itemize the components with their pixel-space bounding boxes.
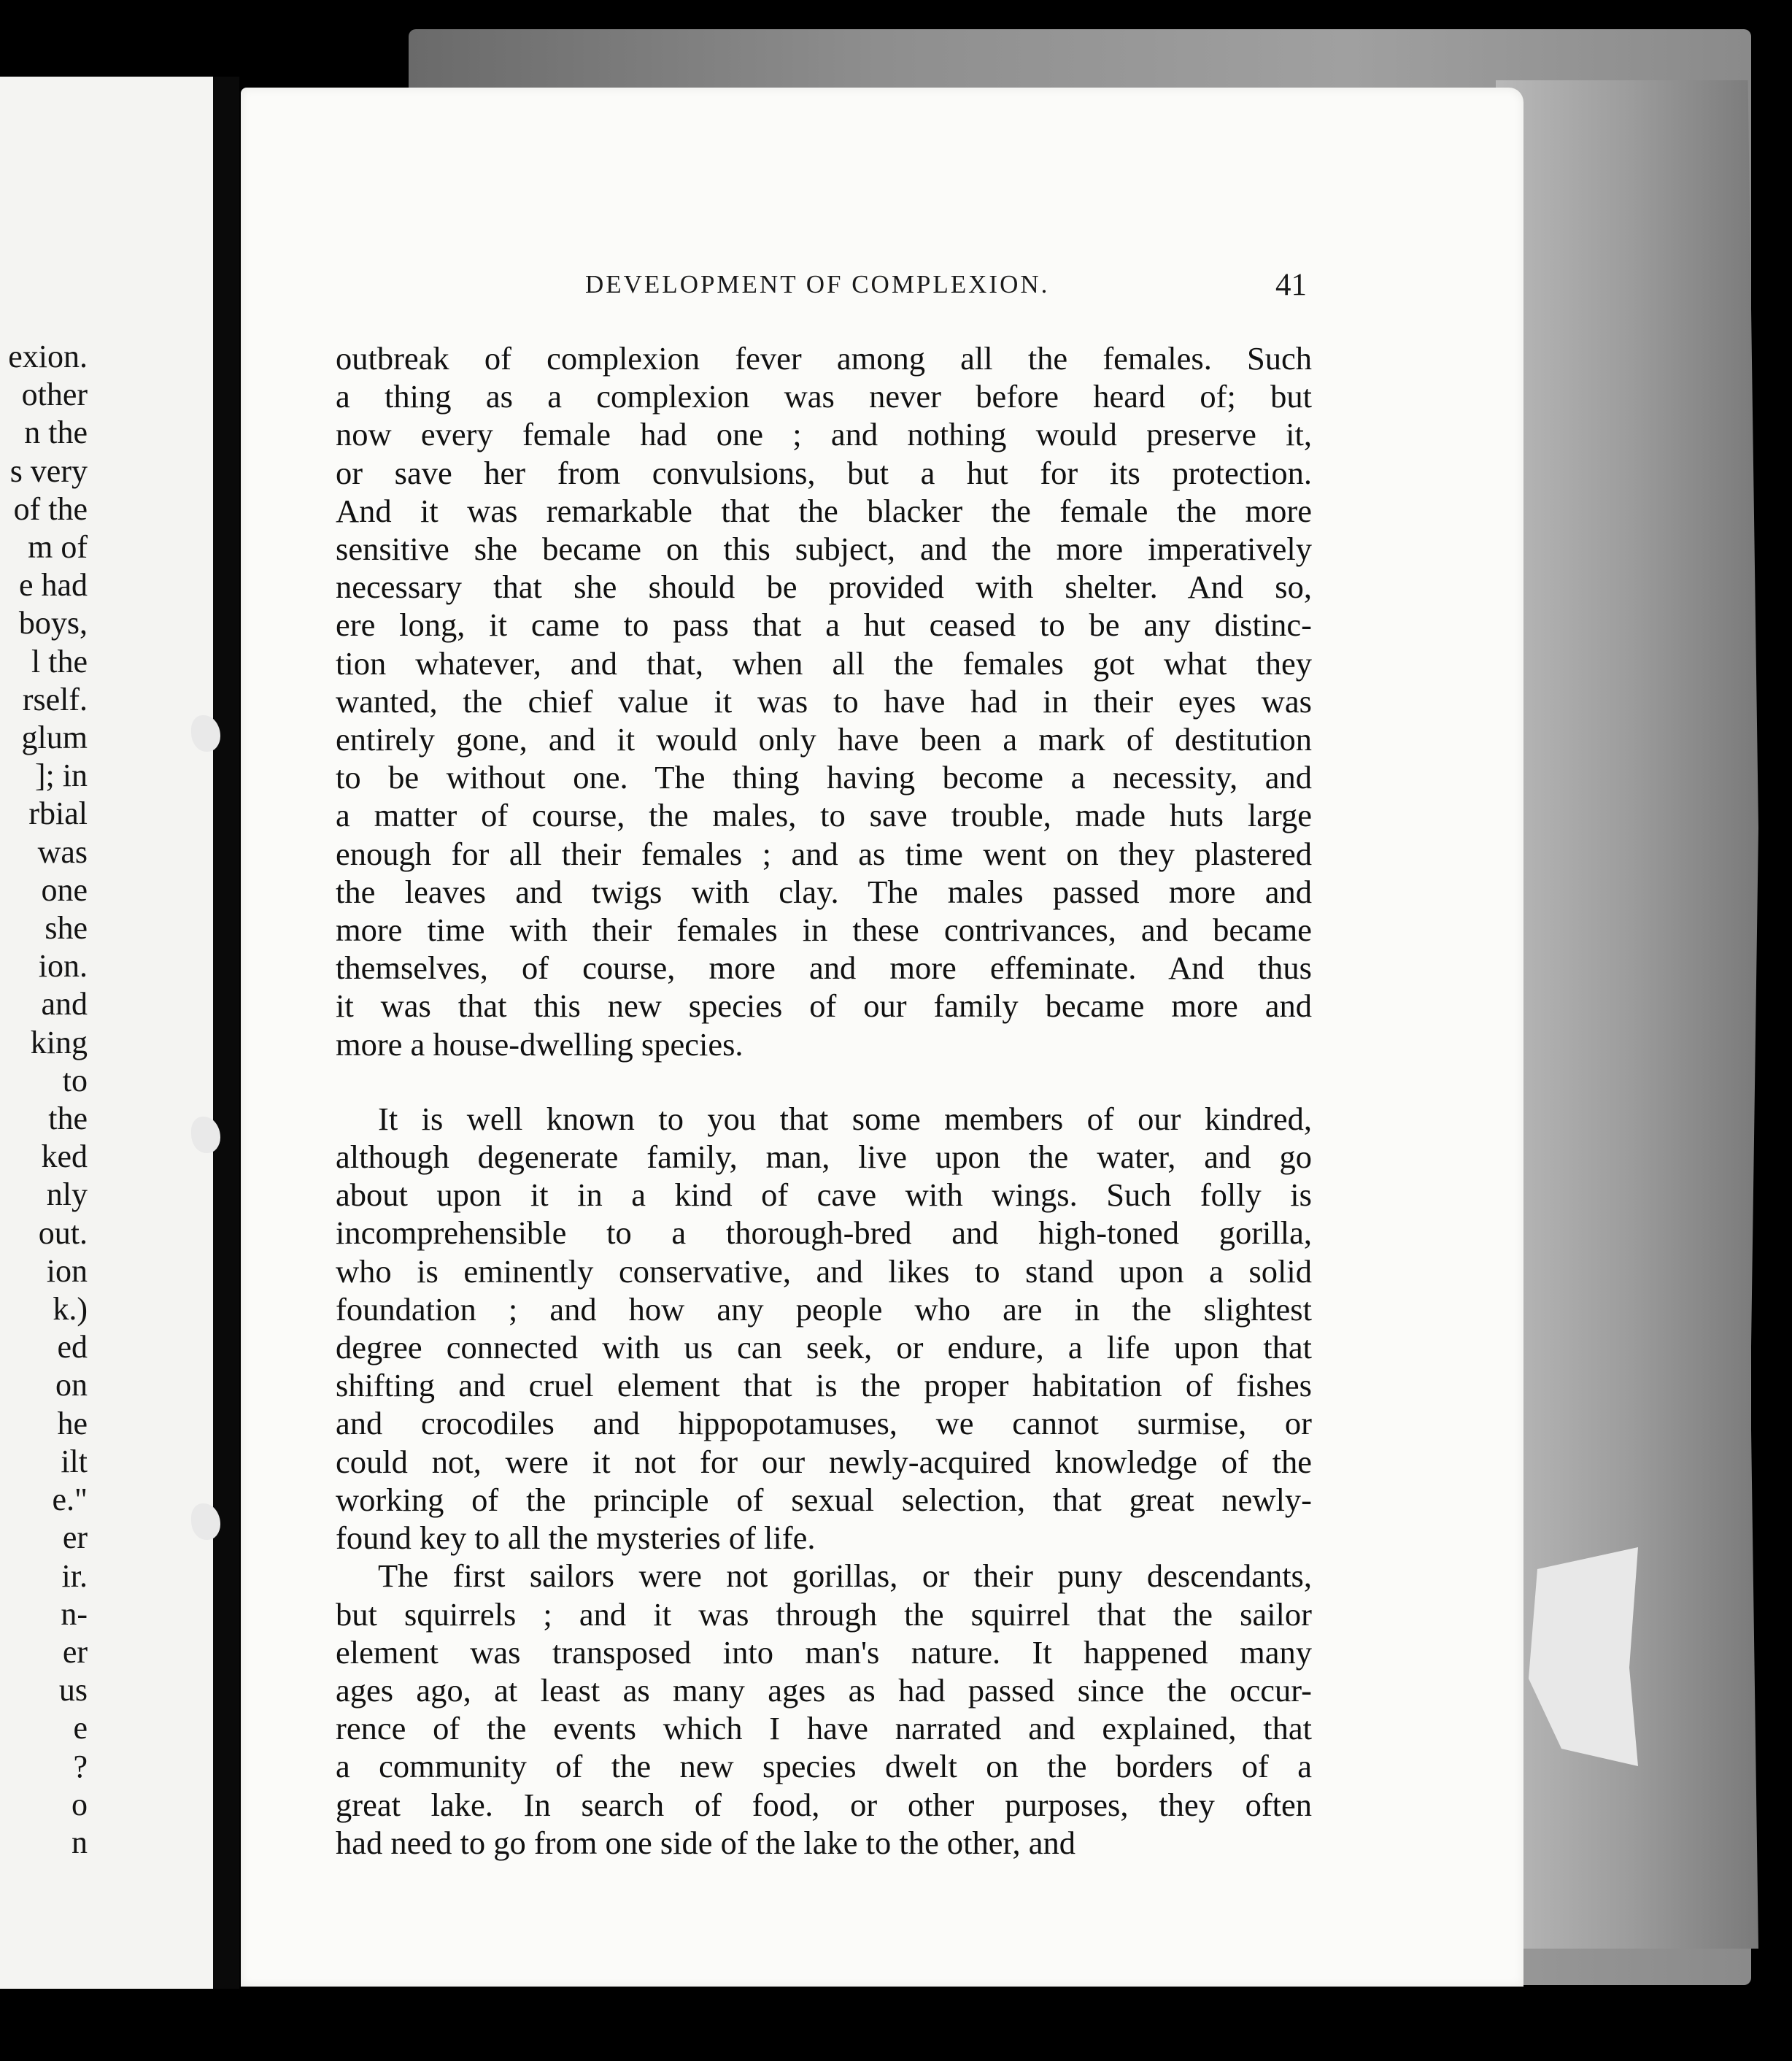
text-line: about upon it in a kind of cave with wings. Such folly is bbox=[336, 1176, 1312, 1214]
paragraph bbox=[336, 1557, 1312, 1862]
text-line: rence of the events which I have narrated and explained, that bbox=[336, 1710, 1312, 1747]
facing-page-fragment: l the bbox=[31, 643, 88, 679]
text-line: although degenerate family, man, live upon the water, and go bbox=[336, 1139, 1312, 1176]
text-line: working of the principle of sexual selection, that great newly- bbox=[336, 1481, 1312, 1518]
facing-page-fragment: n bbox=[72, 1824, 88, 1860]
text-line: a matter of course, the males, to save trouble, made huts large bbox=[336, 797, 1312, 834]
text-line: more time with their females in these contrivances, and became bbox=[336, 912, 1312, 949]
paragraph bbox=[336, 339, 1312, 1063]
facing-page-text-fragments bbox=[8, 338, 88, 1862]
facing-page-fragment: e bbox=[73, 1710, 88, 1746]
text-line: to be without one. The thing having become a necessity, and bbox=[336, 759, 1312, 796]
facing-page-fragment: to bbox=[62, 1062, 88, 1098]
text-line: entirely gone, and it would only have been a mark of destitution bbox=[336, 721, 1312, 758]
facing-page-fragment: k.) bbox=[53, 1291, 88, 1328]
text-line: had need to go from one side of the lake to the other, and bbox=[336, 1824, 1075, 1861]
facing-page-fragment: er bbox=[62, 1519, 88, 1556]
text-line: degree connected with us can seek, or endure, a life upon that bbox=[336, 1329, 1312, 1366]
text-line: themselves, of course, more and more effeminate. And thus bbox=[336, 949, 1312, 987]
page-number: 41 bbox=[1275, 268, 1307, 302]
paragraph-gap bbox=[336, 1063, 1312, 1100]
facing-page-fragment: ir. bbox=[61, 1557, 88, 1594]
facing-page-fragment: exion. bbox=[8, 339, 88, 374]
facing-page-fragment: ]; in bbox=[34, 758, 88, 794]
text-line: incomprehensible to a thorough-bred and high-toned gorilla, bbox=[336, 1214, 1312, 1252]
facing-page-fragment: ilt bbox=[61, 1443, 88, 1479]
facing-page-fragment: o bbox=[72, 1786, 88, 1822]
facing-page-fragment: king bbox=[30, 1024, 88, 1060]
text-line: sensitive she became on this subject, and the more imperatively bbox=[336, 531, 1312, 568]
text-line: the leaves and twigs with clay. The males passed more and bbox=[336, 873, 1312, 910]
text-line: element was transposed into man's nature. It happened many bbox=[336, 1633, 1312, 1671]
facing-page-fragment: rself. bbox=[22, 681, 88, 717]
facing-page-fragment: m of bbox=[28, 529, 88, 566]
text-line: shifting and cruel element that is the proper habitation of fishes bbox=[336, 1367, 1312, 1404]
text-line: tion whatever, and that, when all the females got what they bbox=[336, 644, 1312, 682]
text-line: or save her from convulsions, but a hut for its protection. bbox=[336, 454, 1312, 491]
text-line: necessary that she should be provided with shelter. And so, bbox=[336, 569, 1312, 606]
facing-page-fragment: e had bbox=[18, 567, 88, 604]
facing-page-fragment: one bbox=[41, 871, 88, 908]
facing-page-fragment: er bbox=[62, 1633, 88, 1670]
facing-page-fragment: s very bbox=[9, 452, 88, 489]
facing-page-fragment: out. bbox=[38, 1214, 88, 1251]
text-line: found key to all the mysteries of life. bbox=[336, 1519, 816, 1557]
facing-page-fragment: other bbox=[21, 377, 88, 413]
text-line: more a house-dwelling species. bbox=[336, 1025, 744, 1063]
facing-page-fragment: n- bbox=[61, 1595, 88, 1632]
facing-page-fragment: boys, bbox=[18, 605, 88, 642]
facing-page-fragment: ion. bbox=[38, 948, 88, 985]
facing-page-fragment: was bbox=[37, 833, 88, 870]
facing-page-fragment: ? bbox=[73, 1748, 88, 1784]
facing-page-fragment: of the bbox=[13, 490, 88, 527]
text-line: it was that this new species of our family became more and bbox=[336, 987, 1312, 1025]
text-line: The first sailors were not gorillas, or their puny descendants, bbox=[378, 1557, 1312, 1595]
book-gutter bbox=[213, 77, 239, 1989]
text-line: a thing as a complexion was never before heard of; but bbox=[336, 378, 1312, 415]
facing-page-fragment: ed bbox=[57, 1329, 88, 1365]
text-line: foundation ; and how any people who are in the slightest bbox=[336, 1290, 1312, 1328]
text-line: ere long, it came to pass that a hut ceased to be any distinc- bbox=[336, 606, 1312, 644]
facing-page-fragment: nly bbox=[46, 1176, 88, 1213]
running-head: DEVELOPMENT OF COMPLEXION. bbox=[585, 270, 1050, 298]
text-line: ages ago, at least as many ages as had passed since the occur- bbox=[336, 1671, 1312, 1708]
text-line: and crocodiles and hippopotamuses, we cannot surmise, or bbox=[336, 1405, 1312, 1442]
facing-page-fragment: ked bbox=[41, 1139, 88, 1175]
facing-page-fragment: ion bbox=[46, 1252, 88, 1289]
text-line: enough for all their females ; and as time went on they plastered bbox=[336, 835, 1312, 872]
text-line: outbreak of complexion fever among all the females. Such bbox=[336, 340, 1312, 377]
text-line: wanted, the chief value it was to have had in their eyes was bbox=[336, 682, 1312, 720]
facing-page-fragment: e." bbox=[52, 1482, 88, 1518]
facing-page-fragment: glum bbox=[21, 720, 88, 756]
facing-page-fragment: and bbox=[41, 986, 88, 1022]
facing-page-fragment: the bbox=[48, 1101, 88, 1137]
text-line: a community of the new species dwelt on the borders of a bbox=[336, 1748, 1312, 1785]
page-body-text bbox=[336, 339, 1312, 1862]
text-line: could not, were it not for our newly-acquired knowledge of the bbox=[336, 1443, 1312, 1480]
paragraph bbox=[336, 1100, 1312, 1557]
text-line: It is well known to you that some members of our kindred, bbox=[378, 1100, 1312, 1137]
text-line: now every female had one ; and nothing would preserve it, bbox=[336, 416, 1312, 453]
facing-page-fragment: on bbox=[55, 1367, 88, 1403]
facing-page-fragment: rbial bbox=[28, 795, 88, 832]
text-line: who is eminently conservative, and likes to stand upon a solid bbox=[336, 1252, 1312, 1290]
facing-page-fragment: n the bbox=[24, 415, 88, 451]
text-line: but squirrels ; and it was through the squirrel that the sailor bbox=[336, 1595, 1312, 1633]
text-line: And it was remarkable that the blacker the female the more bbox=[336, 492, 1312, 529]
facing-page-fragment: he bbox=[57, 1405, 88, 1441]
text-line: great lake. In search of food, or other purposes, they often bbox=[336, 1786, 1312, 1823]
facing-page-fragment: she bbox=[45, 910, 88, 947]
facing-page-fragment: us bbox=[58, 1672, 88, 1708]
